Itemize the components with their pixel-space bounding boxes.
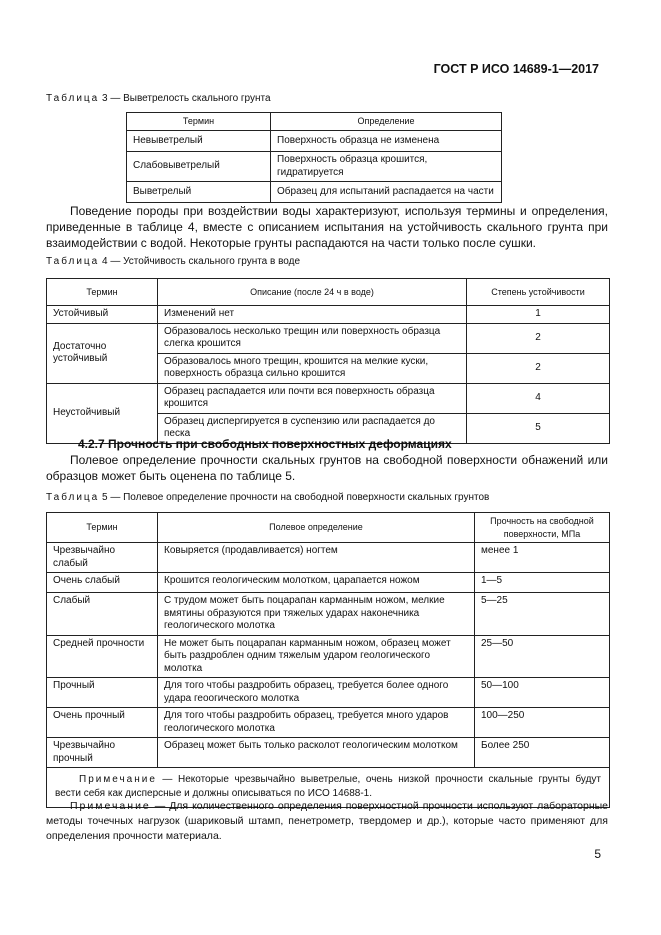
page-number: 5 xyxy=(594,847,601,861)
table5-definition: Крошится геологическим молотком, царапается ножом xyxy=(158,573,475,593)
section-paragraph: Полевое определение прочности скальных грунтов на свободной поверхности обнажений или образцов может быть оценена по таблице 5. xyxy=(46,453,608,483)
table3-header-definition: Определение xyxy=(271,113,502,131)
table4 xyxy=(46,278,610,444)
table3-term: Невыветрелый xyxy=(127,131,271,152)
page-note-label: Примечание xyxy=(70,800,151,812)
table4-header-grade: Степень устойчивости xyxy=(467,279,610,306)
table4-caption xyxy=(46,256,300,267)
table4-description: Образец распадается или почти вся поверхность образца крошится xyxy=(158,383,467,413)
table5-term: Очень слабый xyxy=(47,573,158,593)
table-row xyxy=(47,635,610,678)
table4-grade: 2 xyxy=(467,323,610,353)
table5-note-label: Примечание xyxy=(79,774,157,785)
table4-term: Неустойчивый xyxy=(47,383,158,443)
table-row xyxy=(47,738,610,768)
table-row xyxy=(127,131,502,152)
table-row xyxy=(47,383,610,413)
table5-term: Прочный xyxy=(47,678,158,708)
standard-header: ГОСТ Р ИСО 14689-1—2017 xyxy=(433,62,599,76)
table5-caption-prefix: Таблица xyxy=(46,492,100,503)
table5-header-definition: Полевое определение xyxy=(158,513,475,543)
table3-definition: Поверхность образца крошится, гидратируется xyxy=(271,152,502,182)
table4-grade: 1 xyxy=(467,306,610,324)
table5-definition: Для того чтобы раздробить образец, требуется много ударов геологического молотка xyxy=(158,708,475,738)
table5-term: Очень прочный xyxy=(47,708,158,738)
table4-caption-prefix: Таблица xyxy=(46,256,100,267)
table4-header-description: Описание (после 24 ч в воде) xyxy=(158,279,467,306)
table3-definition: Образец для испытаний распадается на части xyxy=(271,182,502,203)
table5-strength: 100—250 xyxy=(475,708,610,738)
table5-caption-text: 5 — Полевое определение прочности на свободной поверхности скальных грунтов xyxy=(99,492,490,503)
table-row xyxy=(47,323,610,353)
table4-caption-text: 4 — Устойчивость скального грунта в воде xyxy=(99,256,301,267)
table5-header-strength: Прочность на свободной поверхности, МПа xyxy=(475,513,610,543)
table4-grade: 5 xyxy=(467,413,610,443)
table5-note-text: — Некоторые чрезвычайно выветрелые, очень низкой прочности скальные грунты будут вести себя как дисперсные и должны описываться по ИСО 14688-1. xyxy=(55,774,601,799)
table4-grade: 2 xyxy=(467,353,610,383)
page-note xyxy=(46,799,608,844)
table-row xyxy=(127,182,502,203)
table4-grade: 4 xyxy=(467,383,610,413)
table3-term: Слабовыветрелый xyxy=(127,152,271,182)
table5-term: Слабый xyxy=(47,593,158,636)
table5-definition: Образец может быть только расколот геологическим молотком xyxy=(158,738,475,768)
table5-caption xyxy=(46,492,489,503)
table-row xyxy=(47,593,610,636)
table3-caption xyxy=(46,93,271,104)
table3 xyxy=(126,112,502,203)
table5-term: Средней прочности xyxy=(47,635,158,678)
table5-definition: Ковыряется (продавливается) ногтем xyxy=(158,543,475,573)
table5-strength: Более 250 xyxy=(475,738,610,768)
table5-strength: 1—5 xyxy=(475,573,610,593)
table3-caption-prefix: Таблица xyxy=(46,93,100,104)
table4-description: Изменений нет xyxy=(158,306,467,324)
table-row xyxy=(47,678,610,708)
table5-term: Чрезвычайно слабый xyxy=(47,543,158,573)
table4-header-term: Термин xyxy=(47,279,158,306)
section-title: 4.2.7 Прочность при свободных поверхностных деформациях xyxy=(78,437,452,451)
page-note-text: — Для количественного определения поверхностной прочности используют лабораторные методы точечных нагрузок (шариковый штамп, пенетрометр, твердомер и др.), которые часто применяют для определения прочности материала. xyxy=(46,800,608,842)
table5-definition: С трудом может быть поцарапан карманным ножом, мелкие вмятины образуются при тяжелых ударах наконечника геологического молотка xyxy=(158,593,475,636)
table-row xyxy=(47,573,610,593)
table-row xyxy=(47,543,610,573)
table5-strength: 25—50 xyxy=(475,635,610,678)
table-row xyxy=(127,152,502,182)
table5-strength: 5—25 xyxy=(475,593,610,636)
table5-header-term: Термин xyxy=(47,513,158,543)
table5-strength: менее 1 xyxy=(475,543,610,573)
table4-term: Устойчивый xyxy=(47,306,158,324)
table3-header-term: Термин xyxy=(127,113,271,131)
table4-term: Достаточно устойчивый xyxy=(47,323,158,383)
table5-strength: 50—100 xyxy=(475,678,610,708)
table4-description: Образовалось много трещин, крошится на мелкие куски, поверхность образца сильно крошится xyxy=(158,353,467,383)
table-row xyxy=(47,306,610,324)
table3-term: Выветрелый xyxy=(127,182,271,203)
table3-definition: Поверхность образца не изменена xyxy=(271,131,502,152)
table3-caption-text: 3 — Выветрелость скального грунта xyxy=(99,93,271,104)
table5 xyxy=(46,512,610,808)
table4-description: Образец диспергируется в суспензию или распадается до песка xyxy=(158,413,467,443)
table5-definition: Для того чтобы раздробить образец, требуется более одного удара геоогического молотка xyxy=(158,678,475,708)
table4-description: Образовалось несколько трещин или поверхность образца слегка крошится xyxy=(158,323,467,353)
table5-definition: Не может быть поцарапан карманным ножом, образец может быть раздроблен одним тяжелым ударом геологического молотка xyxy=(158,635,475,678)
table5-term: Чрезвычайно прочный xyxy=(47,738,158,768)
table-row xyxy=(47,708,610,738)
paragraph-water-behavior: Поведение породы при воздействии воды характеризуют, используя термины и определения, приведенные в таблице 4, вместе с описанием испытания на устойчивость скального грунта при взаимодействии с водой. Некоторые грунты распадаются на части только после сушки. xyxy=(46,204,608,250)
